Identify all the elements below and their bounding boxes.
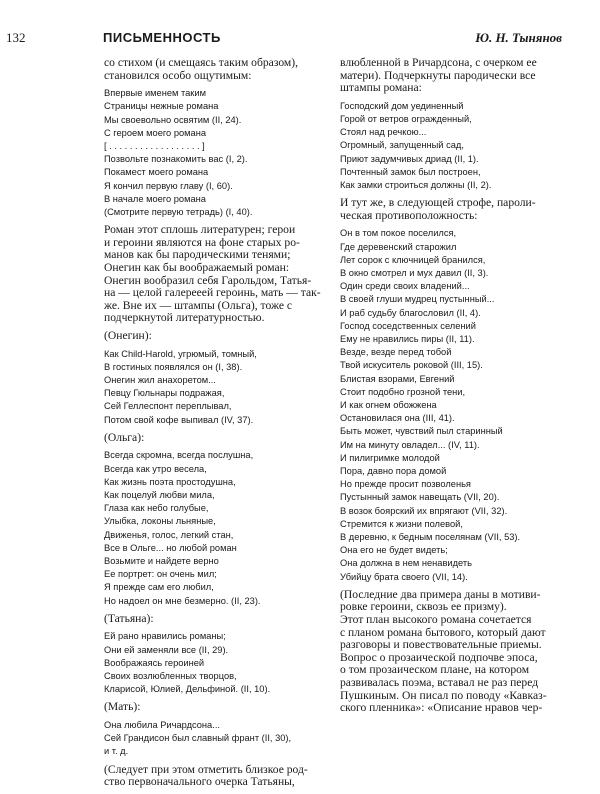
text-line: и героини являются на фоне старых ро- [104,235,300,249]
verse-line: Впервые именем таким [104,88,206,99]
verse-line: В начале моего романа [104,193,206,204]
verse-line: Но надоел он мне безмерно. (II, 23). [104,595,261,606]
text-line: Онегин как бы воображаемый роман: [104,261,290,274]
verse-line: Я прежде сам его любил, [104,582,214,593]
verse-line: Как замки строиться должны (II, 2). [340,180,492,190]
text-line: же. Вне их — штампы (Ольга), тоже с [104,298,293,312]
text-line: ство первоначального очерка Татьяны, [104,775,295,789]
text-line: матери). Подчеркнуты пародически все [340,68,536,82]
verse-quote [104,87,329,219]
verse-line: Но прежде просит позволенья [340,479,471,490]
verse-line: Господский дом уединенный [340,100,464,111]
verse-line: Потом свой кофе выпивал (IV, 37). [104,414,254,425]
text-line: с планом романа бытового, который дают [340,625,546,639]
text-line: ровке героини, сквозь ее призму). [340,600,507,614]
verse-quote [340,227,562,583]
verse-line: Позвольте познакомить вас (I, 2). [104,154,248,165]
verse-line: Ей рано нравились романы; [104,631,226,642]
text-line: развивалась поэма, вставал не раз перед [340,676,539,690]
text-line: манов как бы пародическими тенями; [104,248,291,262]
verse-line: и т. д. [104,746,129,757]
text-line: (Онегин): [104,328,152,342]
left-column [104,57,329,794]
verse-line: Она любила Ричардсона... [104,720,220,731]
text-line: (Ольга): [104,430,145,444]
verse-line: Она должна в нем ненавидеть [340,558,472,569]
prose-paragraph [104,330,329,343]
verse-line: Всегда скромна, всегда послушна, [104,450,254,461]
text-line: Онегин вообразил себя Гарольдом, Татья- [104,273,312,287]
verse-line: В деревню, к бедным поселянам (VII, 53). [340,532,521,543]
prose-paragraph [104,613,329,626]
verse-line: В гостиных появлялся он (I, 38). [104,361,243,372]
text-line: (Следует при этом отметить близкое род- [104,762,308,776]
verse-line: Огромный, запущенный сад, [340,140,464,151]
verse-line: Твой искуситель роковой (III, 15). [340,360,483,371]
text-line: влюбленной в Ричардсона, с очерком ее [340,56,537,69]
verse-line: Лет сорок с ключницей бранился, [340,254,486,265]
verse-line: Как жизнь поэта простодушна, [104,476,236,487]
verse-line: Пустынный замок навещать (VII, 20). [340,492,500,503]
text-line: Вопрос о прозаической подпочве эпоса, [340,650,538,664]
verse-line: Остановилася она (III, 41). [340,413,455,424]
text-line: И тут же, в следующей строфе, пароли- [340,196,536,210]
text-line: ского пленника»: «Описание нравов чер- [340,701,543,715]
verse-quote [340,100,562,192]
verse-quote [104,449,329,607]
verse-line: (Смотрите первую тетрадь) (I, 40). [104,207,253,218]
verse-line: Ему не нравились пиры (II, 11). [340,334,475,345]
verse-line: Как поцелуй любви мила, [104,489,215,500]
right-column [340,57,562,720]
text-line: Этот план высокого романа сочетается [340,613,532,627]
verse-line: Она его не будет видеть; [340,545,448,556]
verse-line: Страницы нежные романа [104,101,219,112]
verse-line: Где деревенский старожил [340,241,457,252]
verse-line: И раб судьбу благословил (II, 4). [340,307,481,318]
verse-line: Горой от ветров огражденный, [340,113,472,124]
verse-line: Возьмите и найдете верно [104,556,219,566]
verse-line: Пора, давно пора домой [340,466,447,477]
verse-line: [ . . . . . . . . . . . . . . . . . . ] [104,141,205,151]
verse-line: Онегин жил анахоретом... [104,374,216,385]
prose-paragraph [104,224,329,325]
verse-line: Я кончил первую главу (I, 60). [104,180,233,191]
verse-line: Все в Ольге... но любой роман [104,542,237,553]
text-line: о том прозаическом плане, на котором [340,663,530,677]
verse-line: Один среди своих владений... [340,281,470,292]
verse-line: Своих возлюбленных творцов, [104,671,237,682]
prose-paragraph [104,764,329,789]
verse-line: Почтенный замок был построен, [340,166,481,177]
verse-line: Мы своевольно освятим (II, 24). [104,114,242,125]
prose-paragraph [104,701,329,714]
verse-line: Кларисой, Юлией, Дельфиной. (II, 10). [104,684,271,695]
running-title: ПИСЬМЕННОСТЬ [103,30,221,45]
verse-line: Стоял над речкою... [340,127,427,138]
prose-paragraph [340,57,562,95]
verse-line: Везде, везде перед тобой [340,347,452,358]
verse-line: Воображаясь героиней [104,657,205,668]
verse-line: Быть может, чувствий пыл старинный [340,426,503,437]
verse-line: Сей Геллеспонт переплывал, [104,401,232,412]
text-line: (Последние два примера даны в мотиви- [340,587,541,601]
verse-line: Ее портрет: он очень мил; [104,569,217,580]
verse-line: Им на минуту овладел... (IV, 11). [340,439,480,450]
verse-line: В своей глуши мудрец пустынный... [340,294,495,305]
verse-line: Убийцу брата своего (VII, 14). [340,571,468,582]
verse-line: Он в том покое поселился, [340,228,457,239]
verse-line: Певцу Гюльнары подражая, [104,388,225,399]
running-author: Ю. Н. Тынянов [475,30,562,45]
verse-quote [104,348,329,427]
text-line: подчеркнутой литературностью. [104,311,265,325]
text-line: на — целой галерееей героинь, мать — так- [104,286,321,300]
verse-line: В возок боярский их впрягают (VII, 32). [340,505,508,516]
verse-line: Как Child-Harold, угрюмый, томный, [104,348,257,359]
verse-line: Приют задумчивых дриад (II, 1). [340,153,479,164]
page-number: 132 [6,30,26,45]
verse-line: Они ей заменяли все (II, 29). [104,644,229,655]
verse-line: В окно смотрел и мух давил (II, 3). [340,268,489,278]
verse-line: Движенья, голос, легкий стан, [104,529,234,540]
verse-line: Сей Грандисон был славный франт (II, 30), [104,733,292,744]
verse-line: Блистая взорами, Евгений [340,373,455,384]
verse-line: Глаза как небо голубые, [104,503,209,514]
prose-paragraph [104,57,329,82]
text-line: штампы романа: [340,81,422,95]
text-line: со стихом (и смещаясь таким образом), [104,56,299,69]
text-line: ческая противоположность: [340,208,478,222]
verse-line: Улыбка, локоны льняные, [104,516,216,527]
verse-line: Стремится к жизни полевой, [340,518,463,529]
prose-paragraph [340,197,562,222]
text-line: Пушкиным. Он писал по поводу «Кавказ- [340,688,547,702]
text-line: разговоры и повествовательные приемы. [340,638,542,652]
verse-quote [104,630,329,696]
verse-line: И пилигримке молодой [340,452,440,463]
prose-paragraph [340,589,562,715]
verse-line: Покамест моего романа [104,167,209,178]
text-line: (Мать): [104,700,141,714]
verse-line: Всегда как утро весела, [104,463,207,474]
verse-line: С героем моего романа [104,127,207,138]
text-line: (Татьяна): [104,611,154,625]
verse-line: Стоит подобно грозной тени, [340,386,466,397]
verse-line: Господ соседственных селений [340,320,476,331]
verse-line: И как огнем обожжена [340,400,437,411]
text-line: становился особо ощутимым: [104,68,252,82]
verse-quote [104,719,329,759]
text-line: Роман этот сплошь литературен; герои [104,223,296,237]
prose-paragraph [104,432,329,445]
